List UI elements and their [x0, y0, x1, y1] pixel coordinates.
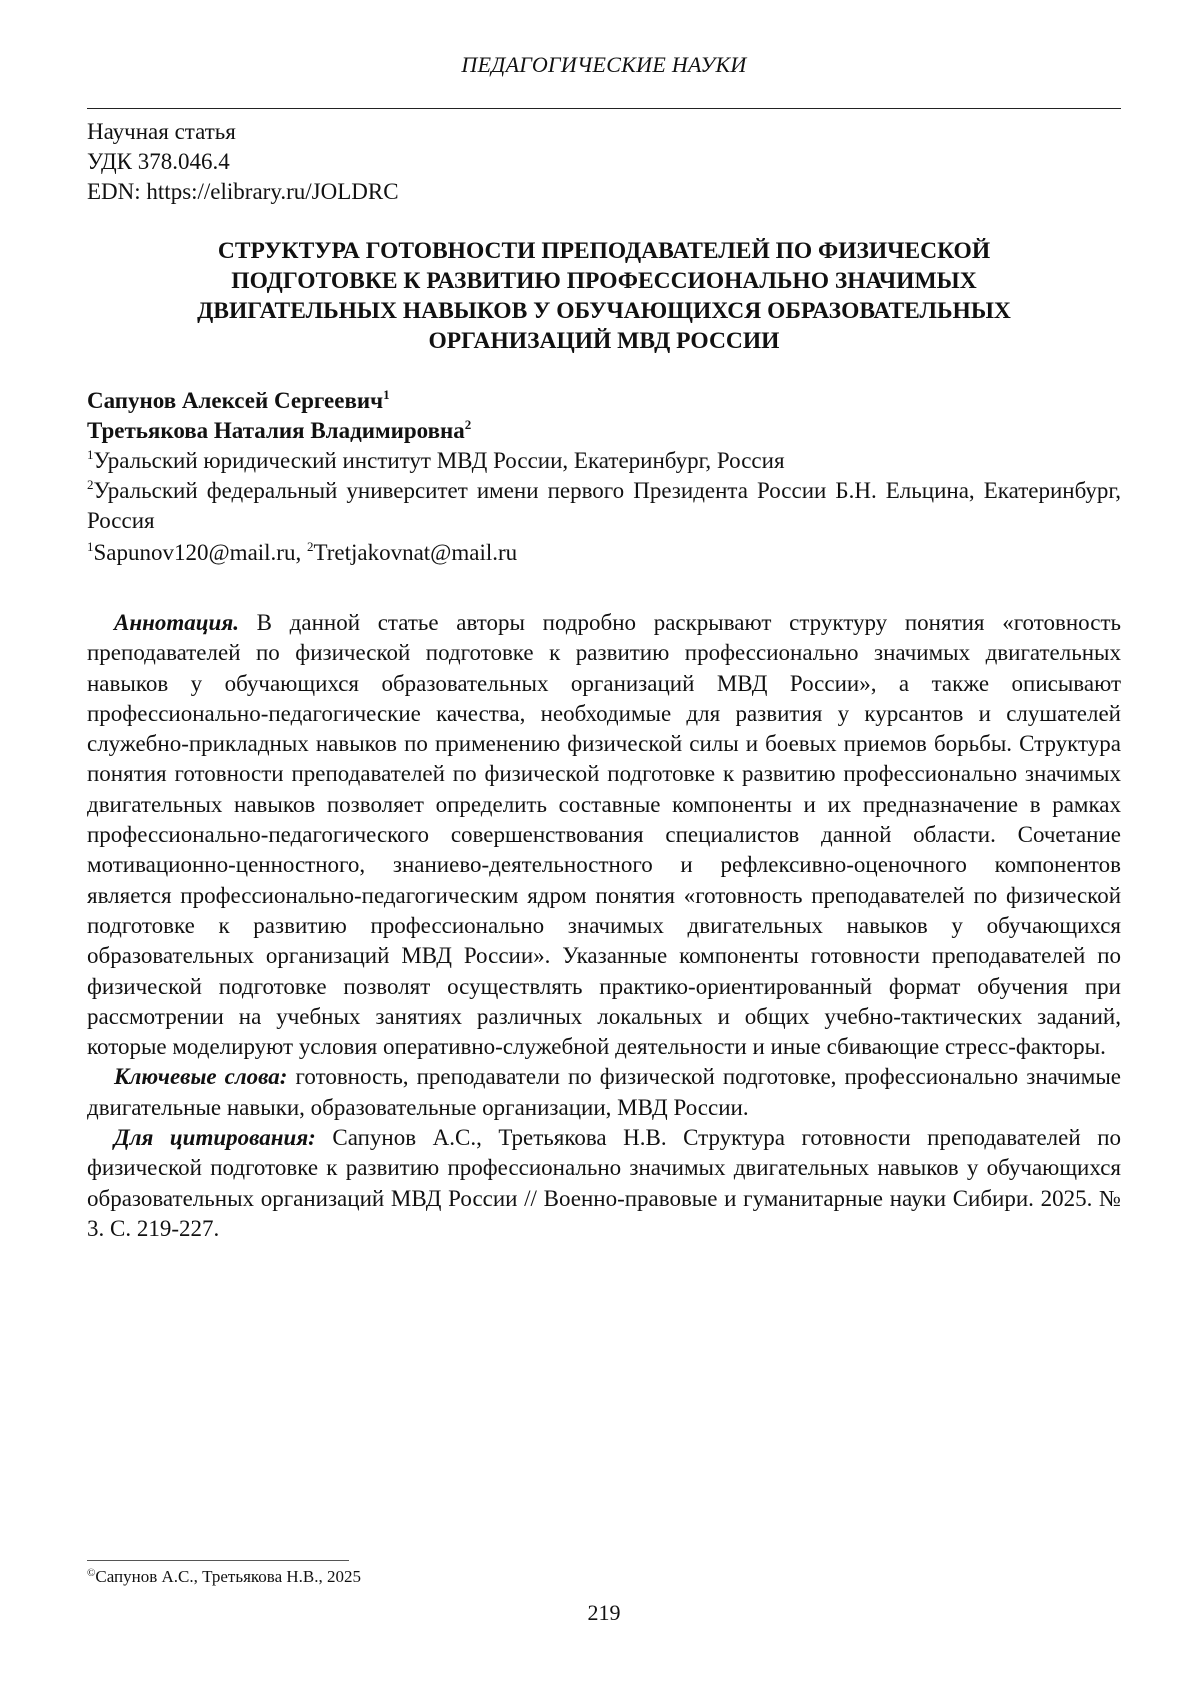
- email-sup: 1: [87, 539, 94, 554]
- abstract-label: Аннотация.: [114, 610, 239, 635]
- article-page: [87, 0, 1121, 1697]
- affiliation-sup: 1: [87, 447, 94, 462]
- citation-paragraph: [87, 1123, 1121, 1244]
- abstract-text: В данной статье авторы подробно раскрывают структуру понятия «готовность преподавателей по физической подготовке к развитию профессионально значимых двигательных навыков у обучающихся образовательных организаций МВД России», а также описывают профессионально-педагогические качества, необходимые для развития у курсантов и слушателей служебно-прикладных навыков по применению физической силы и боевых приемов борьбы. Структура понятия готовности преподавателей по физической подготовке к развитию профессионально значимых двигательных навыков позволяет определить составные компоненты и их предназначение в рамках профессионально-педагогического совершенствования специалистов данной области. Сочетание мотивационно-ценностного, знаниево-деятельностного и рефлексивно-оценочного компонентов является профессионально-педагогическим ядром понятия «готовность преподавателей по физической подготовке к развитию профессионально значимых двигательных навыков у обучающихся образовательных организаций МВД России». Указанные компоненты готовности преподавателей по физической подготовке позволят осуществлять практико-ориентированный формат обучения при рассмотрении на учебных занятиях различных локальных и общих учебно-тактических заданий, которые моделируют условия оперативно-служебной деятельности и иные сбивающие стресс-факторы.: [87, 610, 1121, 1060]
- footnote-rule: [87, 1560, 349, 1561]
- email-sup: 2: [306, 539, 314, 554]
- footnote-text: Сапунов А.С., Третьякова Н.В., 2025: [95, 1567, 362, 1586]
- abstract-paragraph: [87, 608, 1121, 1062]
- copyright-footnote: [87, 1566, 361, 1588]
- email-link[interactable]: Sapunov120@mail.ru,: [93, 540, 302, 565]
- author-name: Третьякова Наталия Владимировна: [87, 418, 465, 443]
- author-name: Сапунов Алексей Сергеевич: [87, 388, 384, 413]
- header-rule: [87, 108, 1121, 109]
- title-line: ПОДГОТОВКЕ К РАЗВИТИЮ ПРОФЕССИОНАЛЬНО ЗНАЧИМЫХ: [231, 268, 977, 294]
- affiliation-text: Уральский федеральный университет имени первого Президента России Б.Н. Ельцина, Екатеринбург, Россия: [87, 478, 1121, 533]
- citation-label: Для цитирования:: [114, 1125, 316, 1151]
- author-sup: 1: [383, 387, 390, 402]
- author-emails: [87, 538, 1121, 568]
- keywords-label: Ключевые слова:: [114, 1064, 288, 1090]
- running-head: ПЕДАГОГИЧЕСКИЕ НАУКИ: [461, 52, 747, 77]
- edn-link[interactable]: EDN: https://elibrary.ru/JOLDRC: [87, 179, 399, 204]
- author-2: [87, 416, 1121, 446]
- page-number: 219: [587, 1600, 621, 1625]
- title-line: ДВИГАТЕЛЬНЫХ НАВЫКОВ У ОБУЧАЮЩИХСЯ ОБРАЗОВАТЕЛЬНЫХ: [197, 298, 1011, 324]
- affiliation-2: [87, 476, 1121, 536]
- affiliation-text: Уральский юридический институт МВД России, Екатеринбург, Россия: [93, 448, 785, 473]
- author-1: [87, 386, 1121, 416]
- udk-code: УДК 378.046.4: [87, 149, 230, 174]
- keywords-text: готовность, преподаватели по физической подготовке, профессионально значимые двигательные навыки, образовательные организации, МВД России.: [87, 1064, 1122, 1120]
- article-title: [87, 236, 1121, 356]
- title-line: СТРУКТУРА ГОТОВНОСТИ ПРЕПОДАВАТЕЛЕЙ ПО ФИЗИЧЕСКОЙ: [217, 238, 991, 264]
- abstract-section: [87, 608, 1121, 1244]
- email-link[interactable]: Tretjakovnat@mail.ru: [313, 540, 518, 565]
- article-type: Научная статья: [87, 119, 236, 144]
- keywords-paragraph: [87, 1062, 1121, 1123]
- citation-text: Сапунов А.С., Третьякова Н.В. Структура готовности преподавателей по физической подготовке к развитию профессионально значимых двигательных навыков у обучающихся образовательных организаций МВД России // Военно-правовые и гуманитарные науки Сибири. 2025. № 3. С. 219-227.: [87, 1125, 1121, 1241]
- author-sup: 2: [464, 417, 472, 432]
- title-line: ОРГАНИЗАЦИЙ МВД РОССИИ: [428, 328, 780, 354]
- affiliation-1: [87, 446, 1121, 476]
- authors-block: [87, 386, 1121, 568]
- affiliation-sup: 2: [87, 477, 94, 492]
- copyright-sign: ©: [87, 1567, 96, 1579]
- article-meta: [87, 117, 399, 207]
